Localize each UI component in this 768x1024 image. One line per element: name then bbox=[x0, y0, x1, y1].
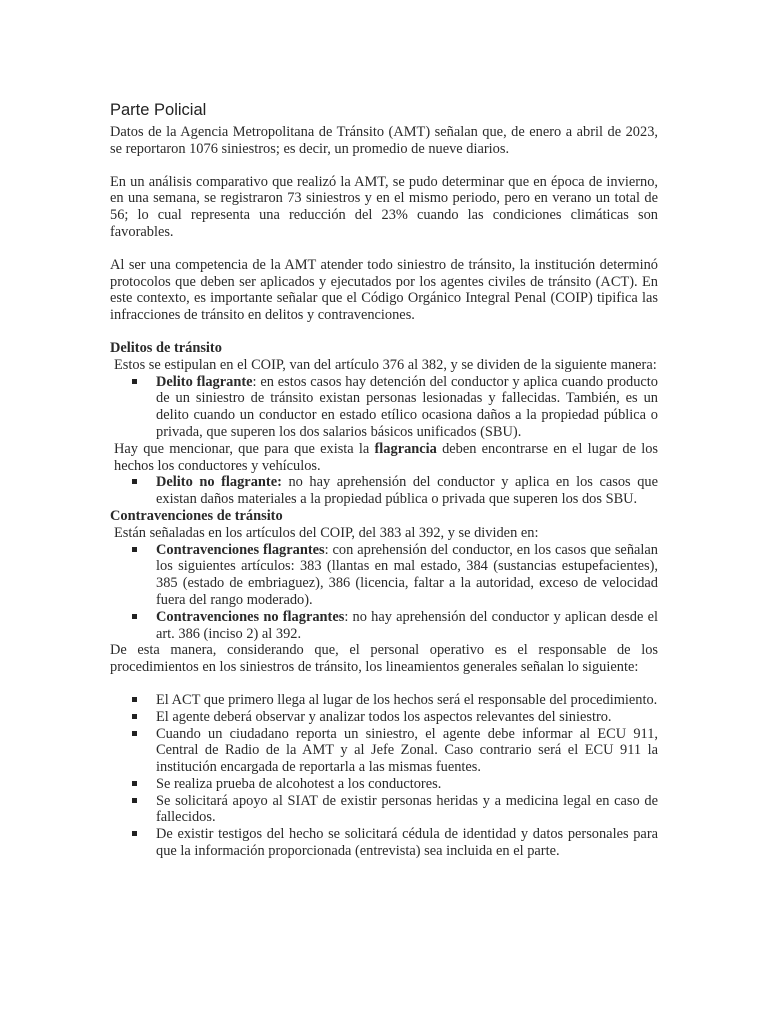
bullet-icon bbox=[132, 714, 137, 719]
list-item bbox=[156, 776, 658, 793]
term-contravenciones-no-flagrantes: Contravenciones no flagrantes bbox=[156, 608, 345, 625]
lineamientos-intro: De esta manera, considerando que, el personal operativo es el responsable de los procedimientos en los siniestros de tránsito, los lineamientos generales señalan lo siguiente: bbox=[110, 642, 658, 676]
bullet-icon bbox=[132, 614, 137, 619]
note-text-post: deben encontrarse en el lugar de los hechos los conductores y vehículos. bbox=[114, 440, 658, 474]
delitos-list-2 bbox=[110, 474, 658, 508]
delitos-flagrancia-note bbox=[110, 441, 658, 475]
note-text-pre: Hay que mencionar, que para que exista la bbox=[114, 440, 375, 457]
section-heading-contravenciones: Contravenciones de tránsito bbox=[110, 507, 283, 524]
text-delito-flagrante: : en estos casos hay detención del conductor y aplica cuando producto de un siniestro de tránsito existan personas lesionadas y fallecidas. También, es un delito cuando un conductor en estado etílico ocasiona daños a la propiedad pública o privada, que superen los dos salarios básicos unificados (SBU). bbox=[156, 373, 658, 440]
bullet-icon bbox=[132, 697, 137, 702]
delitos-intro: Estos se estipulan en el COIP, van del artículo 376 al 382, y se dividen de la siguiente manera: bbox=[114, 356, 657, 373]
list-item-text: El ACT que primero llega al lugar de los hechos será el responsable del procedimiento. bbox=[156, 691, 658, 708]
list-item-text: De existir testigos del hecho se solicitará cédula de identidad y datos personales para que la información proporcionada (entrevista) sea incluida en el parte. bbox=[156, 826, 658, 860]
bullet-icon bbox=[132, 547, 137, 552]
list-item-text: Cuando un ciudadano reporta un siniestro, el agente debe informar al ECU 911, Central de Radio de la AMT y al Jefe Zonal. Caso contrario será el ECU 911 la institución encargada de reportarla a las mismas fuentes. bbox=[156, 725, 658, 776]
document-page bbox=[110, 100, 658, 860]
text-delito-no-flagrante: no hay aprehensión del conductor y aplica en los casos que existan daños materiales a la propiedad pública o privada que superen los dos SBU. bbox=[156, 474, 658, 508]
term-delito-flagrante: Delito flagrante bbox=[156, 373, 253, 390]
bullet-icon bbox=[132, 781, 137, 786]
list-item-contravenciones-no-flagrantes bbox=[156, 609, 658, 643]
term-contravenciones-flagrantes: Contravenciones flagrantes bbox=[156, 541, 325, 558]
paragraph-protocols: Al ser una competencia de la AMT atender todo siniestro de tránsito, la institución determinó protocolos que deben ser aplicados y ejecutados por los agentes civiles de tránsito (ACT). En este contexto, es importante señalar que el Código Orgánico Integral Penal (COIP) tipifica las infracciones de tránsito en delitos y contravenciones. bbox=[110, 256, 658, 324]
text-contravenciones-flagrantes: : con aprehensión del conductor, en los casos que señalan los siguientes artículos: 383 (llantas en mal estado, 384 (sustancias estupefacientes), 385 (estado de embriaguez), 386 (licencia, faltar a la autoridad, exceso de velocidad fuera del rango moderado). bbox=[156, 541, 658, 608]
list-item bbox=[156, 826, 658, 860]
list-item-delito-flagrante bbox=[156, 374, 658, 441]
list-item bbox=[156, 692, 658, 709]
list-item-contravenciones-flagrantes bbox=[156, 542, 658, 609]
page-title: Parte Policial bbox=[110, 101, 207, 119]
section-heading-delitos: Delitos de tránsito bbox=[110, 339, 222, 356]
bullet-icon bbox=[132, 479, 137, 484]
text-contravenciones-no-flagrantes: : no hay aprehensión del conductor y aplican desde el art. 386 (inciso 2) al 392. bbox=[156, 608, 658, 642]
term-delito-no-flagrante: Delito no flagrante: bbox=[156, 474, 282, 491]
bullet-icon bbox=[132, 831, 137, 836]
list-item-delito-no-flagrante bbox=[156, 474, 658, 508]
list-item-text: El agente deberá observar y analizar todos los aspectos relevantes del siniestro. bbox=[156, 708, 612, 725]
list-item bbox=[156, 726, 658, 776]
lineamientos-list bbox=[110, 692, 658, 860]
contravenciones-list bbox=[110, 542, 658, 643]
contravenciones-intro: Están señaladas en los artículos del COIP, del 383 al 392, y se dividen en: bbox=[114, 524, 539, 541]
list-item bbox=[156, 793, 658, 827]
note-term-flagrancia: flagrancia bbox=[374, 440, 437, 457]
delitos-list bbox=[110, 374, 658, 441]
list-item-text: Se solicitará apoyo al SIAT de existir personas heridas y a medicina legal en caso de fallecidos. bbox=[156, 792, 658, 826]
paragraph-comparison: En un análisis comparativo que realizó la AMT, se pudo determinar que en época de invierno, en una semana, se registraron 73 siniestros y en el mismo periodo, pero en verano un total de 56; lo cual representa una reducción del 23% cuando las condiciones climáticas son favorables. bbox=[110, 173, 658, 240]
bullet-icon bbox=[132, 798, 137, 803]
paragraph-statistics: Datos de la Agencia Metropolitana de Tránsito (AMT) señalan que, de enero a abril de 2023, se reportaron 1076 siniestros; es decir, un promedio de nueve diarios. bbox=[110, 124, 658, 157]
list-item bbox=[156, 709, 658, 726]
list-item-text: Se realiza prueba de alcohotest a los conductores. bbox=[156, 775, 442, 792]
bullet-icon bbox=[132, 731, 137, 736]
bullet-icon bbox=[132, 379, 137, 384]
